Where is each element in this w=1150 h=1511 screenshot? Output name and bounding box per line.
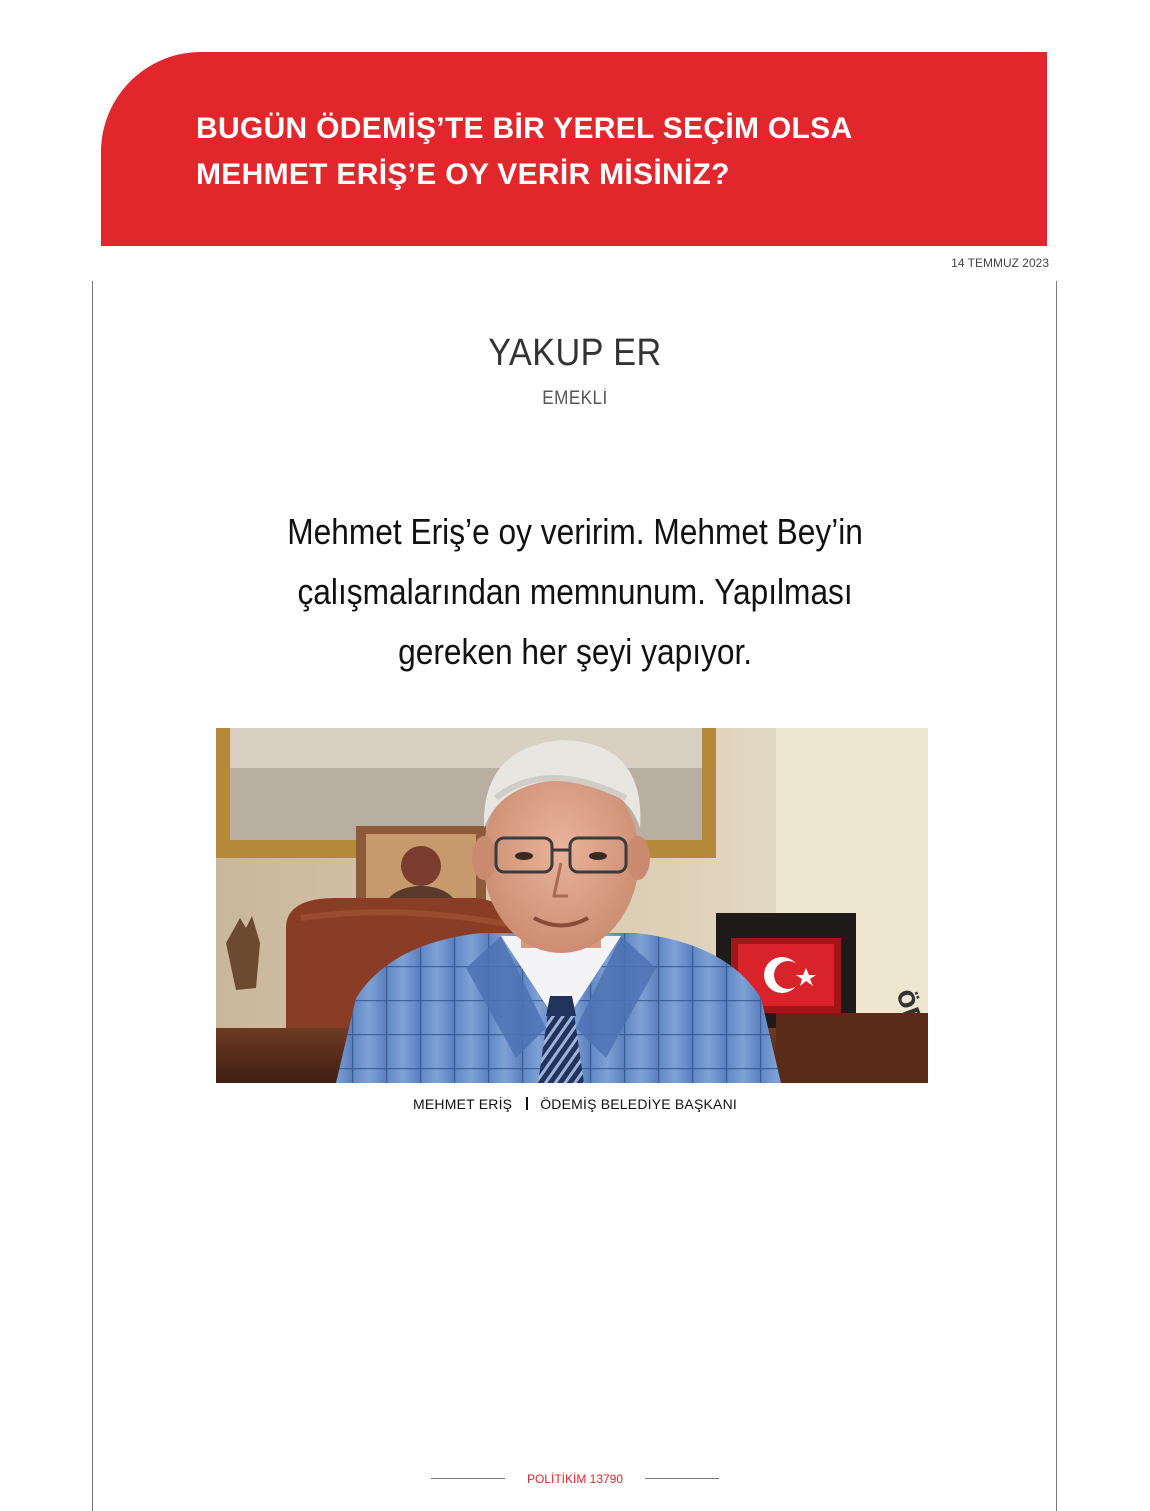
caption-name: MEHMET ERİŞ [413,1096,513,1112]
respondent-role: EMEKLİ [542,388,608,409]
footer-divider-right [645,1478,719,1479]
quote-line-3: gereken her şeyi yapıyor. [398,631,752,672]
footer-divider-left [431,1478,505,1479]
caption-title: ÖDEMİŞ BELEDİYE BAŞKANI [540,1096,737,1112]
portrait-photo [216,728,928,1083]
footer-label: POLİTİKİM 13790 [526,1472,624,1486]
frame-border-left [92,281,93,1511]
respondent-name: YAKUP ER [488,332,662,374]
caption-separator [526,1097,528,1110]
page-title [196,106,852,198]
quote-line-1: Mehmet Eriş’e oy veririm. Mehmet Bey’in [287,511,863,552]
footer [0,1472,1150,1486]
quote-text [225,502,925,682]
title-line-2: MEHMET ERİŞ’E OY VERİR MİSİNİZ? [196,158,730,191]
photo-caption [0,1096,1150,1112]
quote-line-2: çalışmalarından memnunum. Yapılması [297,571,853,612]
publication-date: 14 TEMMUZ 2023 [951,256,1049,270]
frame-border-right [1056,281,1057,1511]
title-line-1: BUGÜN ÖDEMİŞ’TE BİR YEREL SEÇİM OLSA [196,112,853,145]
header-banner [101,52,1047,246]
